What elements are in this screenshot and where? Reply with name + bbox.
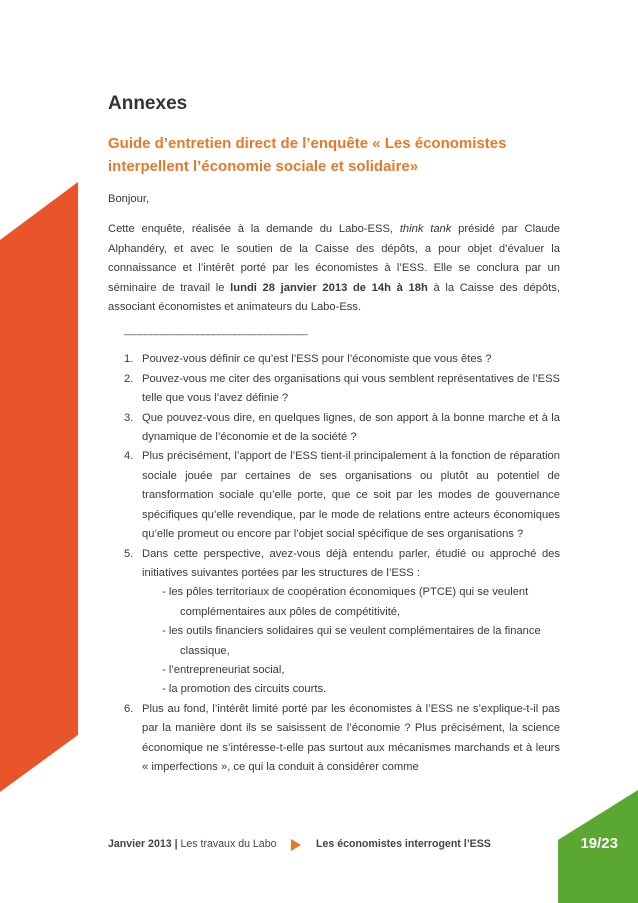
question-list <box>108 350 560 777</box>
left-orange-shape <box>0 182 78 792</box>
right-decorative-band <box>558 0 638 903</box>
page-number: 19/23 <box>580 835 618 852</box>
footer-series: Les travaux du Labo <box>180 838 277 850</box>
arrow-right-icon <box>291 839 301 851</box>
think-tank-term: think tank <box>399 223 452 236</box>
sublist-item: - les pôles territoriaux de coopération économiques (PTCE) qui se veulent complémentaires aux pôles de compétitivité, <box>162 586 529 618</box>
greeting: Bonjour, <box>108 193 150 205</box>
section-title: Guide d’entretien direct de l’enquête « Les économistes interpellent l’économie sociale et solidaire» <box>108 135 507 175</box>
sublist-item: - la promotion des circuits courts. <box>162 683 327 696</box>
question-item: 1. Pouvez-vous définir ce qu’est l’ESS pour l’économiste que vous êtes ? <box>124 353 492 366</box>
intro-paragraph: Cette enquête, réalisée à la demande du Labo-ESS, think tank présidé par Claude Alphandéry, et avec le soutien de la Caisse des dépôts, a pour objet d’évaluer la connaissance et l’intérêt porté par les économistes à l’ESS. Elle se conclura par un séminaire de travail le lundi 28 janvier 2013 de 14h à 18h à la Caisse des dépôts, associant économistes et animateurs du Labo-Ess. <box>108 223 561 314</box>
page-content <box>108 92 560 777</box>
page-title: Annexes <box>108 93 188 114</box>
page-footer <box>108 835 618 854</box>
initiatives-sublist <box>142 583 560 699</box>
question-item: 3. Que pouvez-vous dire, en quelques lignes, de son apport à la bonne marche et à la dynamique de l’économie et de la société ? <box>124 411 560 444</box>
question-item: 5. Dans cette perspective, avez-vous déjà entendu parler, étudié ou approché des initiatives suivantes portées par les structures de l’ESS : - les pôles territoriaux de coopération économiques (PTCE) qui se veulent complémentaires aux pôles de compétitivité, - les outils financiers solidaires qui se veulent complémentaires de la finance classique, - l’entrepreneuriat social, - la promotion des circuits courts. <box>108 545 560 700</box>
footer-left: Janvier 2013 | Les travaux du Labo <box>108 838 277 850</box>
question-item: 6. Plus au fond, l’intérêt limité porté par les économistes à l’ESS ne s’explique-t-il pas par la manière dont ils se saisissent de l’économie ? Plus précisément, la science économique ne s’intéresse-t-elle pas surtout aux mécanismes marchands et à leurs « imperfections », ce qui la conduit à considérer comme <box>124 702 560 773</box>
question-item: 2. Pouvez-vous me citer des organisations qui vous semblent représentatives de l’ESS telle que vous l’avez définie ? <box>124 372 560 405</box>
left-decorative-band <box>0 0 80 903</box>
sublist-item: - l’entrepreneuriat social, <box>162 663 285 676</box>
separator-line: ___________________________________ <box>124 324 307 337</box>
question-item: 4. Plus précisément, l’apport de l’ESS tient-il principalement à la fonction de réparation sociale jouée par certaines de ses organisations ou plutôt au potentiel de transformation sociale qu’elle porte, que ce soit par les modes de gouvernance spécifiques qu’elle revendique, par le mode de relations entre acteurs économiques qu’elle promeut ou encore par l’objet social spécifique de ses organisations ? <box>124 450 560 541</box>
footer-date: Janvier 2013 <box>108 838 172 850</box>
sublist-item: - les outils financiers solidaires qui se veulent complémentaires de la finance classique, <box>162 625 541 657</box>
footer-title: Les économistes interrogent l’ESS <box>316 838 491 850</box>
seminar-date: lundi 28 janvier 2013 de 14h à 18h <box>230 281 428 294</box>
